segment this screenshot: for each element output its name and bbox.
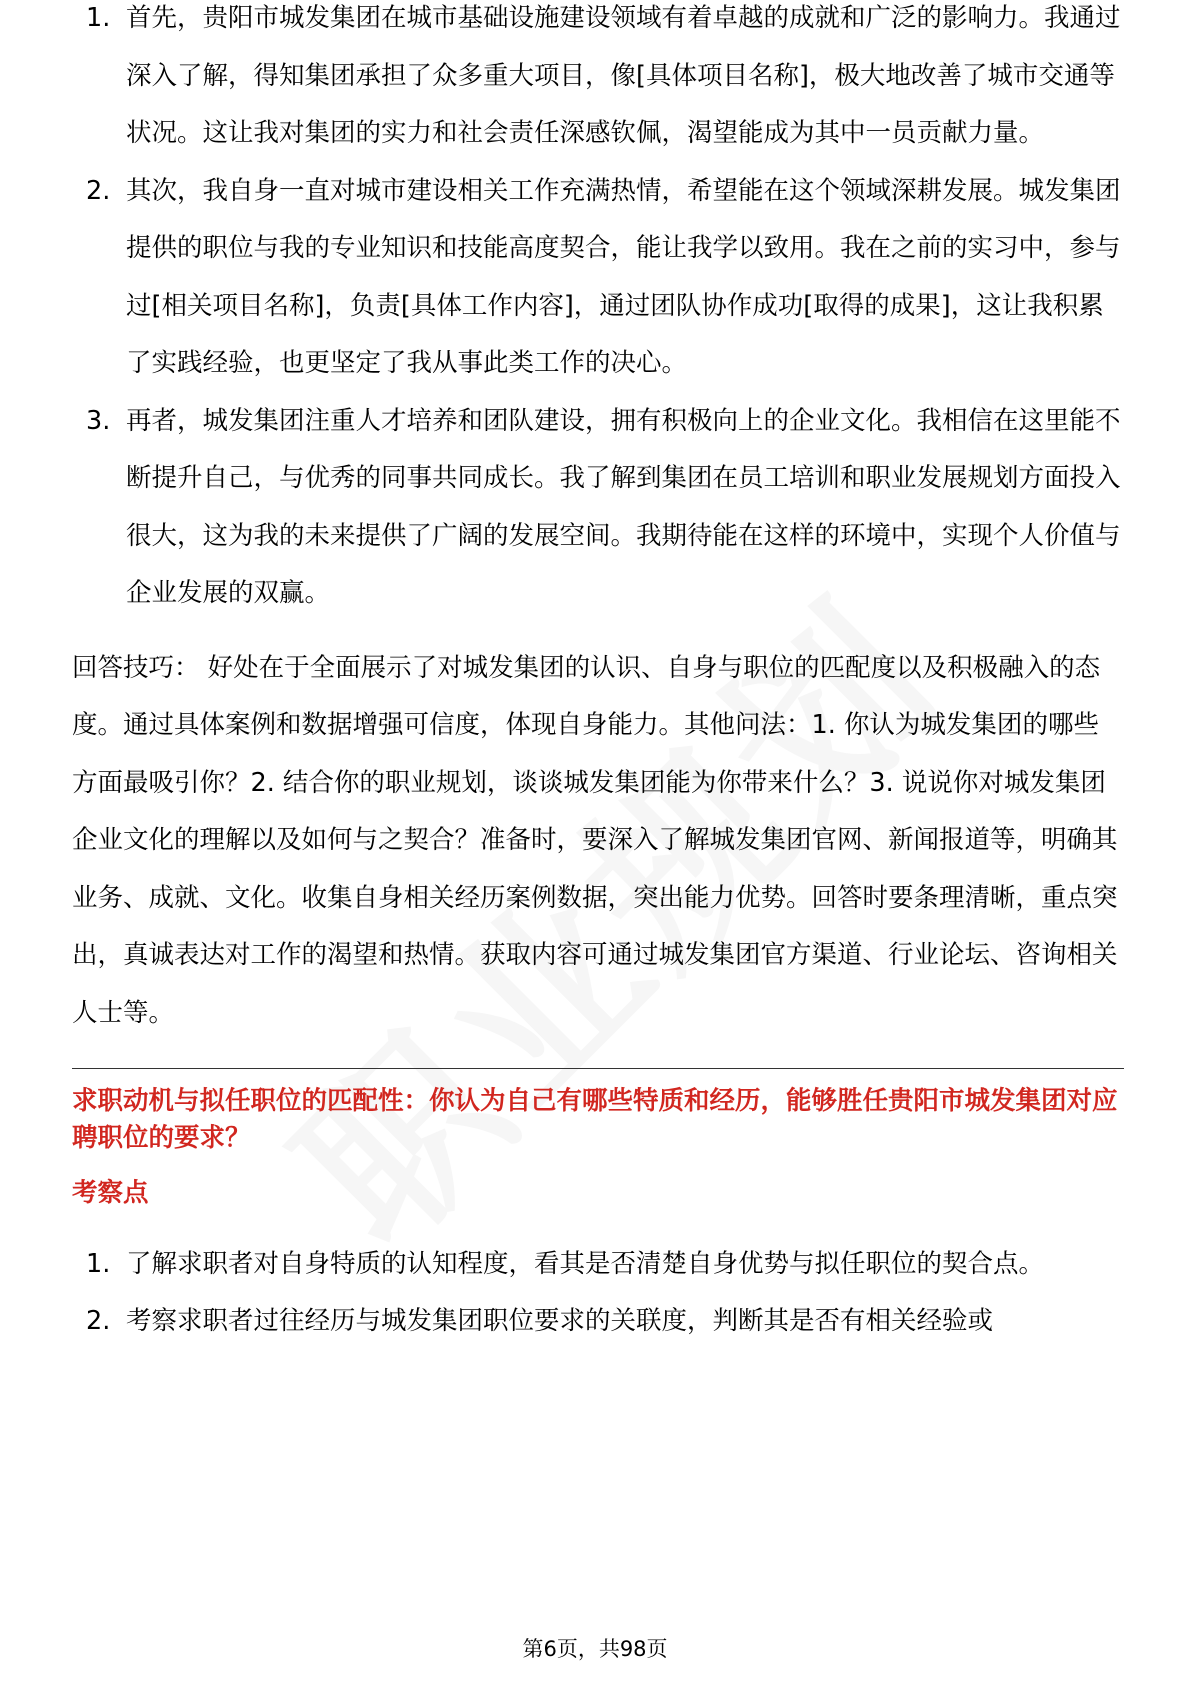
list-item-text: 首先，贵阳市城发集团在城市基础设施建设领域有着卓越的成就和广泛的影响力。我通过深入了解，得知集团承担了众多重大项目，像[具体项目名称]，极大地改善了城市交通等状况。这让我对集团的实力和社会责任深感钦佩，渴望能成为其中一员贡献力量。 xyxy=(126,3,1121,148)
list-item xyxy=(72,0,1124,163)
interview-question-heading: 求职动机与拟任职位的匹配性：你认为自己有哪些特质和经历，能够胜任贵阳市城发集团对应聘职位的要求？ xyxy=(72,1085,1118,1153)
list-item-text: 考察求职者过往经历与城发集团职位要求的关联度，判断其是否有相关经验或 xyxy=(126,1306,994,1336)
numbered-list xyxy=(72,0,1124,623)
assessment-points-list xyxy=(72,1236,1124,1351)
list-number: 2. xyxy=(86,1306,111,1336)
list-item xyxy=(72,1293,1124,1351)
list-item-text: 了解求职者对自身特质的认知程度，看其是否清楚自身优势与拟任职位的契合点。 xyxy=(126,1248,1045,1279)
list-item xyxy=(72,163,1124,393)
assessment-points-heading: 考察点 xyxy=(72,1177,149,1208)
answer-tips-paragraph: 回答技巧： 好处在于全面展示了对城发集团的认识、自身与职位的匹配度以及积极融入的态度。通过具体案例和数据增强可信度，体现自身能力。其他问法：1. 你认为城发集团的哪些方面最吸引你？2. 结合你的职业规划，谈谈城发集团能为你带来什么？3. 说说你对城发集团企业文化的理解以及如何与之契合？准备时，要深入了解城发集团官网、新闻报道等，明确其业务、成就、文化。收集自身相关经历案例数据，突出能力优势。回答时要条理清晰，重点突出，真诚表达对工作的渴望和热情。获取内容可通过城发集团官方渠道、行业论坛、咨询相关人士等。 xyxy=(72,652,1118,1028)
list-number: 1. xyxy=(86,3,111,33)
list-item-text: 其次，我自身一直对城市建设相关工作充满热情，希望能在这个领域深耕发展。城发集团提供的职位与我的专业知识和技能高度契合，能让我学以致用。我在之前的实习中，参与过[相关项目名称]，负责[具体工作内容]，通过团队协作成功[取得的成果]，这让我积累了实践经验，也更坚定了我从事此类工作的决心。 xyxy=(126,175,1121,378)
page-content xyxy=(72,3,1124,1351)
list-number: 2. xyxy=(86,175,111,206)
section-divider xyxy=(72,1068,1124,1069)
top-list-wrapper xyxy=(72,0,1124,623)
list-item-text: 再者，城发集团注重人才培养和团队建设，拥有积极向上的企业文化。我相信在这里能不断提升自己，与优秀的同事共同成长。我了解到集团在员工培训和职业发展规划方面投入很大，这为我的未来提供了广阔的发展空间。我期待能在这样的环境中，实现个人价值与企业发展的双赢。 xyxy=(126,405,1121,608)
list-item xyxy=(72,393,1124,623)
list-number: 1. xyxy=(86,1248,111,1279)
list-item xyxy=(72,1236,1124,1294)
page-number-footer: 第6页，共98页 xyxy=(522,1637,668,1661)
list-number: 3. xyxy=(86,405,111,436)
